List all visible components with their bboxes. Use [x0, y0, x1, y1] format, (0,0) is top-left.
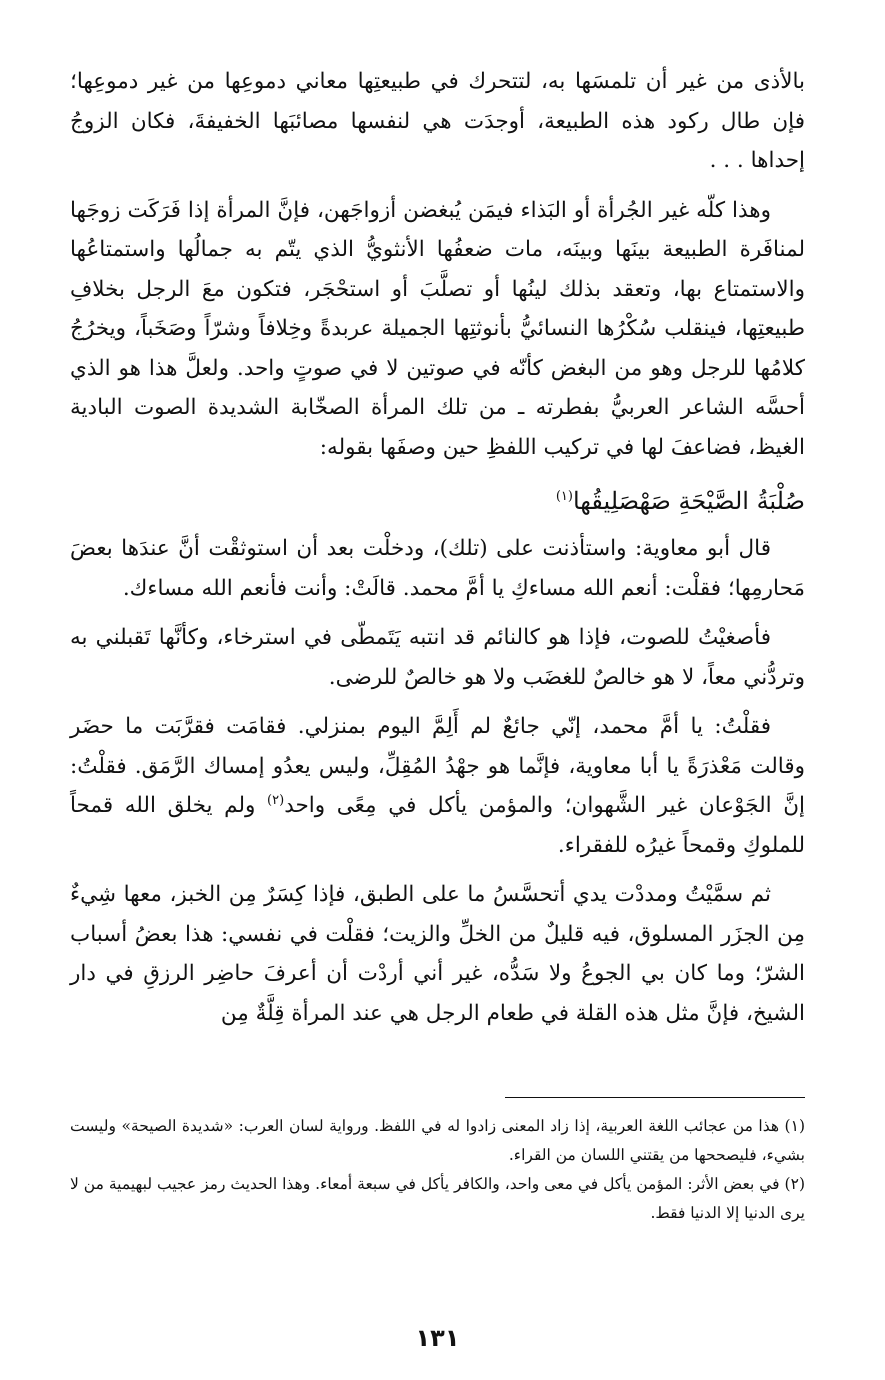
footnote-separator: [505, 1097, 805, 1098]
paragraph-5-text-after: ولم يخلق الله قمحاً للملوكِ وقمحاً غيرُه للفقراء.: [70, 793, 805, 858]
verse-text: صُلْبَةُ الصَّيْحَةِ صَهْصَلِيقُها: [572, 487, 805, 515]
paragraph-1: بالأذى من غير أن تلمسَها به، لتتحرك في طبيعتِها معاني دموعِها من غير دموعِها؛ فإن طال ركود هذه الطبيعة، أوجدَت هي لنفسها مصائبَها الخفيفةَ، فكان الزوجُ إحداها . . .: [70, 69, 805, 173]
page-number: ١٣١: [415, 1324, 460, 1352]
verse-line: [70, 477, 805, 525]
main-text: [70, 62, 805, 1033]
paragraph-4: فأصغيْتُ للصوت، فإذا هو كالنائم قد انتبه يَتَمطّى في استرخاء، وكأنَّها تَقبلني به وتردُّني معاً، لا هو خالصٌ للغضَب ولا هو خالصٌ للرضى.: [70, 625, 805, 690]
footnote-ref-2: (٢): [267, 792, 285, 808]
paragraph-6: ثم سمَّيْتُ ومددْت يدي أتحسَّسُ ما على الطبق، فإذا كِسَرٌ مِن الخبز، معها شِيءٌ مِن الجزَر المسلوق، فيه قليلٌ من الخلِّ والزيت؛ فقلْت في نفسي: هذا بعضُ أسباب الشرّ؛ وما كان بي الجوعُ ولا سَدُّه، غير أني أردْت أن أعرفَ حاضِر الرزقِ في دار الشيخ، فإنَّ مثل هذه القلة في طعام الرجل هي عند المرأة قِلَّةٌ مِن: [70, 882, 805, 1026]
paragraph-3: قال أبو معاوية: واستأذنت على (تلك)، ودخلْت بعد أن استوثقْت أنَّ عندَها بعضَ مَحارمِها؛ فقلْت: أنعم الله مساءكِ يا أمَّ محمد. قالَتْ: وأنت فأنعم الله مساءك.: [70, 536, 805, 601]
paragraph-2: وهذا كلّه غير الجُرأة أو البَذاء فيمَن يُبغضن أزواجَهن، فإنَّ المرأة إذا فَرَكَت زوجَها لمنافَرة الطبيعة بينَها وبينَه، مات ضعفُها الأنثويُّ الذي يتّم به جمالُها واستمتاعُها والاستمتاع بها، وتعقد بذلك لينُها أو تصلَّبَ أو استحْجَر، فتكون معَ الرجل بخلافِ طبيعتِها، فينقلب سُكْرُها النسائيُّ بأنوثتِها الجميلة عربدةً وخِلافاً وشرّاً وصَخَباً، ويخرُجُ كلامُها للرجل وهو من البغض كأنّه في صوتين لا في صوتٍ واحد. ولعلَّ هذا هو الذي أحسَّه الشاعر العربيُّ بفطرته ـ من تلك المرأة الصخّابة الشديدة الصوت البادية الغيظ، فضاعفَ لها في تركيب اللفظِ حين وصفَها بقوله:: [70, 197, 805, 460]
footnote-1: (١) هذا من عجائب اللغة العربية، إذا زاد المعنى زادوا له في اللفظ. ورواية لسان العرب: «شديدة الصيحة» وليست بشيء، فليصححها من يقتني اللسان من القراء.: [70, 1117, 805, 1164]
paragraph-5: [70, 707, 805, 865]
footnotes: [70, 1112, 805, 1228]
footnote-2: (٢) في بعض الأثر: المؤمن يأكل في معى واحد، والكافر يأكل في سبعة أمعاء. وهذا الحديث رمز عجيب لبهيمية من لا يرى الدنيا إلا الدنيا فقط.: [70, 1175, 805, 1222]
book-page: [70, 62, 805, 1380]
footnote-ref-1: (١): [555, 489, 573, 504]
paragraph-5-text-before: فقلْتُ: يا أمَّ محمد، إنّي جائعٌ لم أَلِمَّ اليوم بمنزلي. فقامَت فقرَّبَت ما حضَر وقالت مَعْذرَةً يا أبا معاوية، فإنَّما هو جهْدُ المُقِلِّ، وليس يعدُو إمساك الرَّمَق. فقلْتُ: إنَّ الجَوْعان غير الشَّهوان؛ والمؤمن يأكل في مِعًى واحد: [70, 714, 806, 818]
